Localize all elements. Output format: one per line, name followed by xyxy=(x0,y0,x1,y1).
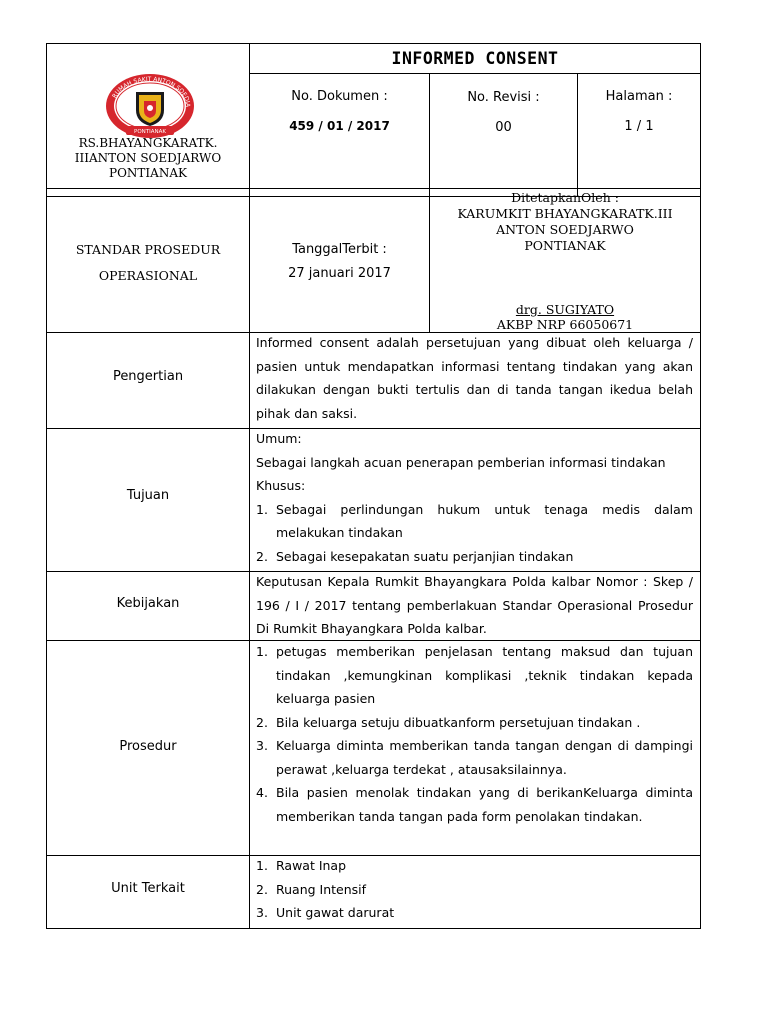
tujuan-item: Sebagai perlindungan hukum untuk tenaga medis dalam melakukan tindakan xyxy=(276,501,693,540)
list-item: 1. petugas memberikan penjelasan tentang maksud dan tujuan tindakan ,kemungkinan komplikasi ,teknik tindakan kepada keluarga pasien xyxy=(256,640,693,711)
hospital-name xyxy=(47,136,249,181)
approved-line: PONTIANAK xyxy=(524,238,606,253)
title-divider xyxy=(249,73,701,74)
column-divider xyxy=(249,43,250,929)
page-value: 1 / 1 xyxy=(624,119,654,134)
list-item: 3. Keluarga diminta memberikan tanda tangan dengan di dampingi perawat ,keluarga terdekat , atausaksilainnya. xyxy=(256,734,693,781)
signer-block xyxy=(430,302,700,332)
section-label-pengertian: Pengertian xyxy=(112,369,184,384)
table-border-top xyxy=(46,43,701,44)
list-item: 2. Bila keluarga setuju dibuatkanform persetujuan tindakan . xyxy=(256,711,693,735)
prosedur-item: Bila pasien menolak tindakan yang di berikanKeluarga diminta memberikan tanda tangan pada form penolakan tindakan. xyxy=(276,785,693,824)
revision-value: 00 xyxy=(495,120,512,135)
doc-number-label: No. Dokumen : xyxy=(291,89,388,104)
svg-text:PONTIANAK: PONTIANAK xyxy=(134,129,166,135)
approved-line: ANTON SOEDJARWO xyxy=(496,222,634,237)
section-label-kebijakan: Kebijakan xyxy=(116,596,180,611)
section-label-prosedur: Prosedur xyxy=(119,739,177,754)
unit-item: Unit gawat darurat xyxy=(276,905,395,920)
tujuan-umum-text: Sebagai langkah acuan penerapan pemberian informasi tindakan xyxy=(256,454,666,470)
pengertian-text: Informed consent adalah persetujuan yang dibuat oleh keluarga / pasien untuk mendapatkan informasi tentang tindakan yang akan dilakukan dengan bukti tertulis dan di tanda tangan ikedua belah pihak dan saksi. xyxy=(256,335,693,421)
issued-date-label: TanggalTerbit : xyxy=(292,242,387,257)
list-item: 3. Unit gawat darurat xyxy=(256,901,693,925)
table-border-bottom xyxy=(46,928,701,929)
kebijakan-text: Keputusan Kepala Rumkit Bhayangkara Polda kalbar Nomor : Skep / 196 / I / 2017 tentang pemberlakuan Standar Operasional Prosedur Di Rumkit Bhayangkara Polda kalbar. xyxy=(256,574,693,636)
approved-line: KARUMKIT BHAYANGKARATK.III xyxy=(457,206,673,221)
sop-type xyxy=(47,237,249,289)
signer-name: drg. SUGIYATO xyxy=(515,302,615,317)
unit-terkait-content xyxy=(256,854,693,925)
prosedur-content xyxy=(256,640,693,828)
unit-item: Rawat Inap xyxy=(276,858,347,873)
hospital-name-line: RS.BHAYANGKARATK. xyxy=(78,136,218,150)
hospital-name-line: PONTIANAK xyxy=(109,166,187,180)
svg-text:RUMAH SAKIT ANTON SOEDJARWO: RUMAH SAKIT ANTON SOEDJA xyxy=(111,75,192,108)
section-label-tujuan: Tujuan xyxy=(126,488,170,503)
prosedur-item: Bila keluarga setuju dibuatkanform persetujuan tindakan . xyxy=(276,714,641,730)
sop-type-line: STANDAR PROSEDUR xyxy=(75,242,221,257)
tujuan-item: Sebagai kesepakatan suatu perjanjian tindakan xyxy=(276,548,574,564)
tujuan-umum-label: Umum: xyxy=(256,431,302,446)
doc-number-value: 459 / 01 / 2017 xyxy=(289,119,390,133)
hospital-name-line: IIIANTON SOEDJARWO xyxy=(74,151,222,165)
signer-id: AKBP NRP 66050671 xyxy=(496,317,634,332)
revision-label: No. Revisi : xyxy=(467,90,540,105)
header-divider-1 xyxy=(46,188,701,189)
table-border-right xyxy=(700,43,701,929)
unit-item: Ruang Intensif xyxy=(276,881,367,897)
tujuan-content xyxy=(256,427,693,568)
list-item: 4. Bila pasien menolak tindakan yang di berikanKeluarga diminta memberikan tanda tangan pada form penolakan tindakan. xyxy=(256,781,693,828)
list-item: 2. Sebagai kesepakatan suatu perjanjian tindakan xyxy=(256,545,693,569)
hospital-logo xyxy=(104,72,196,140)
document-title: INFORMED CONSENT xyxy=(391,49,559,68)
section-label-unit-terkait: Unit Terkait xyxy=(111,881,185,896)
approved-label: DitetapkanOleh : xyxy=(511,190,619,205)
issued-date xyxy=(250,238,429,286)
prosedur-item: petugas memberikan penjelasan tentang maksud dan tujuan tindakan ,kemungkinan komplikasi ,teknik tindakan kepada keluarga pasien xyxy=(276,644,693,706)
page-label: Halaman : xyxy=(605,89,673,104)
prosedur-item: Keluarga diminta memberikan tanda tangan dengan di dampingi perawat ,keluarga terdekat , atausaksilainnya. xyxy=(276,738,693,777)
list-item: 1. Sebagai perlindungan hukum untuk tenaga medis dalam melakukan tindakan xyxy=(256,498,693,545)
approval-block xyxy=(430,190,700,254)
tujuan-khusus-label: Khusus: xyxy=(256,478,306,493)
list-item: 1. Rawat Inap xyxy=(256,854,693,878)
list-item: 2. Ruang Intensif xyxy=(256,878,693,902)
sop-type-line: OPERASIONAL xyxy=(98,268,198,283)
issued-date-value: 27 januari 2017 xyxy=(288,266,391,281)
